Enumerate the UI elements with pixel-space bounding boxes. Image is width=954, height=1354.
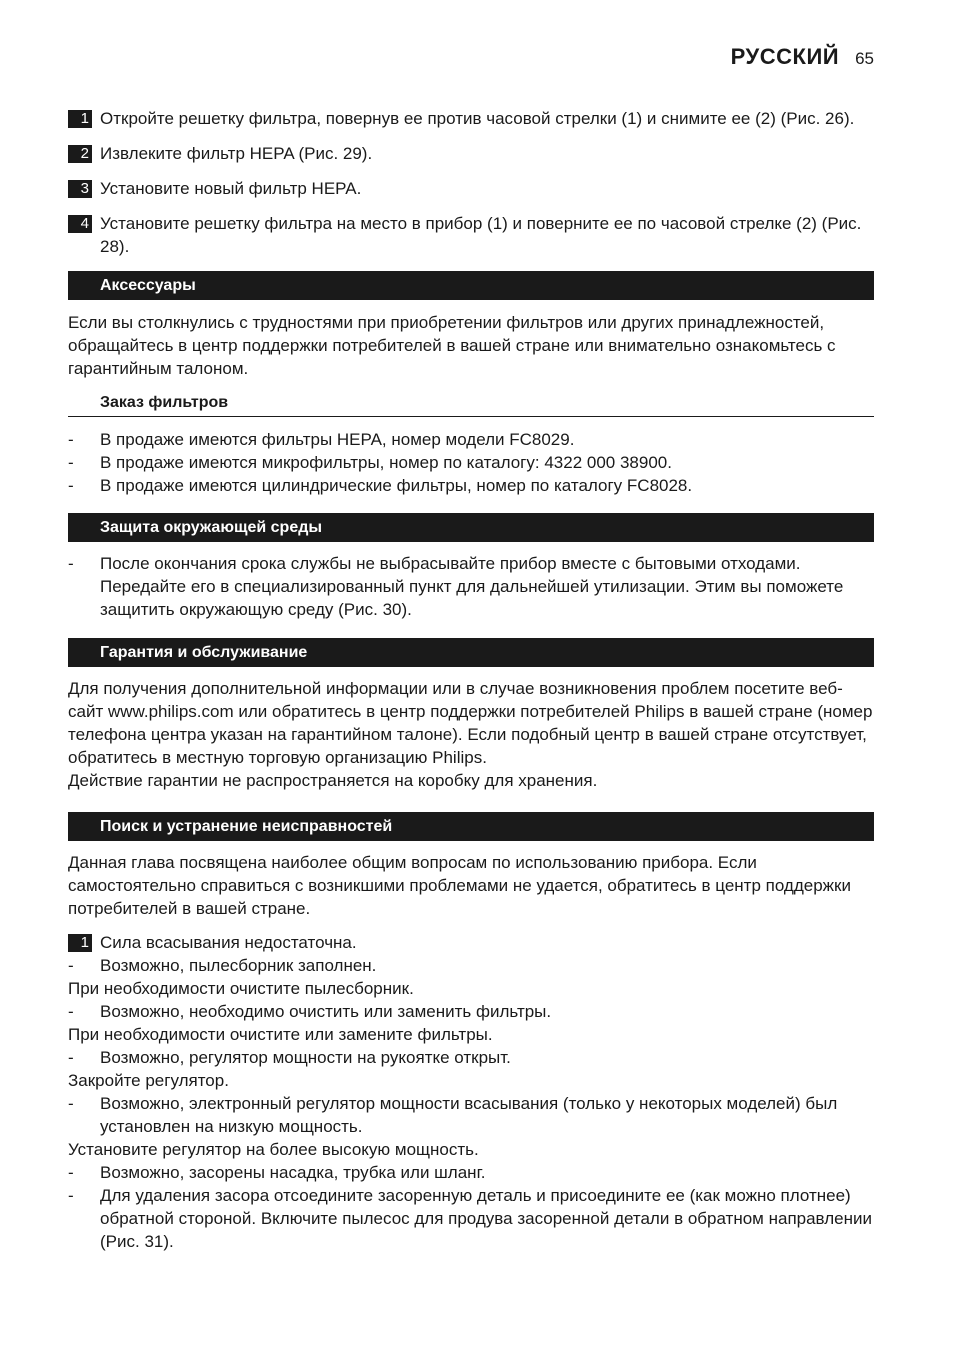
step-number-badge: 1 (68, 110, 92, 128)
list-item (68, 474, 874, 497)
step-text: Установите новый фильтр HEPA. (100, 179, 362, 198)
warranty-text-before: Для получения дополнительной информации или в случае возникновения проблем посетите веб-сайт (68, 679, 843, 721)
page-header (731, 44, 874, 70)
step-text: Извлеките фильтр HEPA (Рис. 29). (100, 144, 373, 163)
warranty-text-after: или обратитесь в центр поддержки потребителей Philips в вашей стране (номер телефона центра указан на гарантийном талоне). Если подобный центр в вашей стране отсутствует, обратитесь в местную торговую организацию Philips. (68, 702, 873, 767)
section-heading-environment: Защита окружающей среды (68, 513, 874, 542)
solution-text: Установите регулятор на более высокую мощность. (68, 1140, 479, 1159)
list-item (68, 451, 874, 474)
step-item (68, 212, 874, 258)
list-item-text: Возможно, необходимо очистить или заменить фильтры. (100, 1002, 552, 1021)
step-number-badge: 4 (68, 215, 92, 233)
accessories-text: Если вы столкнулись с трудностями при приобретении фильтров или других принадлежностей, обращайтесь в центр поддержки потребителей в вашей стране или внимательно ознакомьтесь с гарантийным талоном. (68, 313, 836, 378)
list-item (68, 1161, 874, 1184)
section-heading-troubleshooting: Поиск и устранение неисправностей (68, 812, 874, 841)
list-item (68, 428, 874, 451)
list-item (68, 1184, 874, 1253)
list-item-text: Возможно, электронный регулятор мощности всасывания (только у некоторых моделей) был установлен на низкую мощность. (100, 1094, 838, 1136)
step-text: Сила всасывания недостаточна. (100, 933, 357, 952)
list-item-text: В продаже имеются фильтры HEPA, номер модели FC8029. (100, 430, 575, 449)
dash-marker: - (68, 1163, 74, 1182)
list-item (68, 1046, 874, 1069)
step-number-badge: 1 (68, 934, 92, 952)
dash-marker: - (68, 1186, 74, 1205)
page-number: 65 (855, 49, 874, 68)
list-item (68, 1000, 874, 1023)
step-number-badge: 2 (68, 145, 92, 163)
dash-marker: - (68, 1094, 74, 1113)
step-item (68, 107, 874, 130)
language-label: РУССКИЙ (730, 44, 840, 69)
step-text: Установите решетку фильтра на место в прибор (1) и поверните ее по часовой стрелке (2) (Рис. 28). (100, 214, 862, 256)
dash-marker: - (68, 1048, 74, 1067)
dash-marker: - (68, 554, 74, 573)
list-item (68, 1092, 874, 1138)
solution-text: Закройте регулятор. (68, 1071, 229, 1090)
dash-marker: - (68, 453, 74, 472)
step-item (68, 931, 874, 954)
dash-marker: - (68, 956, 74, 975)
subsection-heading-filters-order: Заказ фильтров (68, 390, 874, 417)
troubleshooting-intro: Данная глава посвящена наиболее общим вопросам по использованию прибора. Если самостоятельно справиться с возникшими проблемами не удается, обратитесь в центр поддержки потребителей в вашей стране. (68, 853, 851, 918)
warranty-text (68, 677, 874, 769)
warranty-text-2: Действие гарантии не распространяется на коробку для хранения. (68, 771, 598, 790)
step-item (68, 142, 874, 165)
solution-text: При необходимости очистите или замените фильтры. (68, 1025, 493, 1044)
troubleshooting-list (68, 954, 874, 1253)
section-heading-accessories: Аксессуары (68, 271, 874, 300)
dash-marker: - (68, 430, 74, 449)
list-item (68, 552, 874, 621)
step-item (68, 177, 874, 200)
page-content (68, 107, 874, 1253)
section-heading-warranty: Гарантия и обслуживание (68, 638, 874, 667)
list-item-text: Возможно, регулятор мощности на рукоятке открыт. (100, 1048, 511, 1067)
list-item-text: После окончания срока службы не выбрасывайте прибор вместе с бытовыми отходами. Передайте его в специализированный пункт для дальнейшей утилизации. Этим вы поможете защитить окружающую среду (Рис. 30). (100, 554, 844, 619)
list-item-text: В продаже имеются цилиндрические фильтры, номер по каталогу FC8028. (100, 476, 693, 495)
list-item-text: В продаже имеются микрофильтры, номер по каталогу: 4322 000 38900. (100, 453, 672, 472)
list-item (68, 954, 874, 977)
step-number-badge: 3 (68, 180, 92, 198)
philips-link[interactable]: www.philips.com (107, 702, 234, 721)
dash-marker: - (68, 1002, 74, 1021)
list-item-text: Возможно, засорены насадка, трубка или шланг. (100, 1163, 486, 1182)
list-item-text: Для удаления засора отсоедините засоренную деталь и присоедините ее (как можно плотнее) обратной стороной. Включите пылесос для продува засоренной детали в обратном направлении (Рис. 31). (100, 1186, 872, 1251)
dash-marker: - (68, 476, 74, 495)
list-item-text: Возможно, пылесборник заполнен. (100, 956, 377, 975)
step-text: Откройте решетку фильтра, повернув ее против часовой стрелки (1) и снимите ее (2) (Рис. 26). (100, 109, 855, 128)
solution-text: При необходимости очистите пылесборник. (68, 979, 414, 998)
